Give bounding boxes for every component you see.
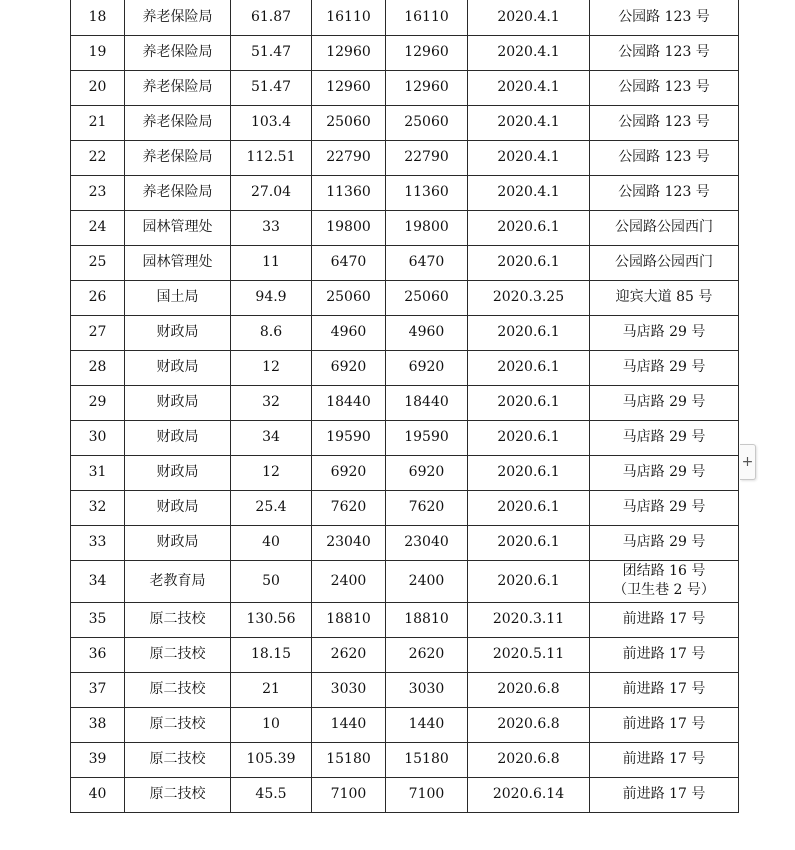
cell-area[interactable]: 40 xyxy=(231,525,312,560)
cell-no[interactable]: 22 xyxy=(71,140,125,175)
cell-unit[interactable]: 老教育局 xyxy=(125,560,231,602)
cell-price-1[interactable]: 11360 xyxy=(312,175,386,210)
cell-unit[interactable]: 园林管理处 xyxy=(125,210,231,245)
add-row-button[interactable] xyxy=(740,444,756,480)
cell-price-2[interactable]: 16110 xyxy=(386,0,468,35)
cell-area[interactable]: 94.9 xyxy=(231,280,312,315)
cell-address[interactable] xyxy=(590,315,739,350)
table-body xyxy=(71,0,739,812)
cell-unit[interactable]: 原二技校 xyxy=(125,637,231,672)
cell-unit[interactable]: 园林管理处 xyxy=(125,245,231,280)
cell-no[interactable]: 37 xyxy=(71,672,125,707)
cell-address[interactable] xyxy=(590,385,739,420)
cell-area[interactable]: 18.15 xyxy=(231,637,312,672)
cell-area[interactable]: 33 xyxy=(231,210,312,245)
cell-no[interactable]: 21 xyxy=(71,105,125,140)
cell-price-1[interactable]: 6920 xyxy=(312,455,386,490)
cell-area[interactable]: 27.04 xyxy=(231,175,312,210)
cell-address[interactable] xyxy=(590,0,739,35)
cell-area[interactable]: 34 xyxy=(231,420,312,455)
table-row xyxy=(71,602,739,637)
cell-address[interactable] xyxy=(590,35,739,70)
address-line: 公园路 123 号 xyxy=(618,149,710,165)
cell-price-2[interactable]: 6470 xyxy=(386,245,468,280)
address-line: 迎宾大道 85 号 xyxy=(615,289,713,305)
cell-unit[interactable]: 原二技校 xyxy=(125,777,231,812)
cell-date[interactable]: 2020.6.14 xyxy=(468,777,590,812)
table-row xyxy=(71,420,739,455)
cell-date[interactable]: 2020.5.11 xyxy=(468,637,590,672)
address-line: 马店路 29 号 xyxy=(622,429,706,445)
address-line: 前进路 17 号 xyxy=(622,751,706,767)
cell-no[interactable]: 18 xyxy=(71,0,125,35)
cell-price-1[interactable]: 7100 xyxy=(312,777,386,812)
cell-unit[interactable]: 财政局 xyxy=(125,455,231,490)
cell-price-2[interactable]: 25060 xyxy=(386,105,468,140)
cell-no[interactable]: 38 xyxy=(71,707,125,742)
table-row xyxy=(71,707,739,742)
cell-address[interactable] xyxy=(590,672,739,707)
cell-price-2[interactable]: 7100 xyxy=(386,777,468,812)
table-row xyxy=(71,175,739,210)
cell-no[interactable]: 19 xyxy=(71,35,125,70)
table-row xyxy=(71,742,739,777)
cell-price-2[interactable]: 6920 xyxy=(386,350,468,385)
cell-address[interactable] xyxy=(590,140,739,175)
cell-price-2[interactable]: 2400 xyxy=(386,560,468,602)
address-line: 马店路 29 号 xyxy=(622,394,706,410)
cell-date[interactable]: 2020.6.8 xyxy=(468,707,590,742)
cell-date[interactable]: 2020.6.1 xyxy=(468,560,590,602)
address-line: 公园路 123 号 xyxy=(618,79,710,95)
cell-address[interactable] xyxy=(590,105,739,140)
cell-date[interactable]: 2020.6.1 xyxy=(468,245,590,280)
cell-price-1[interactable]: 25060 xyxy=(312,105,386,140)
cell-date[interactable]: 2020.6.1 xyxy=(468,315,590,350)
cell-area[interactable]: 105.39 xyxy=(231,742,312,777)
table-row xyxy=(71,672,739,707)
address-line: 马店路 29 号 xyxy=(622,499,706,515)
cell-no[interactable]: 30 xyxy=(71,420,125,455)
cell-no[interactable]: 31 xyxy=(71,455,125,490)
table-row xyxy=(71,637,739,672)
address-line: 公园路公园西门 xyxy=(615,254,713,270)
cell-date[interactable]: 2020.6.8 xyxy=(468,742,590,777)
table-row xyxy=(71,280,739,315)
cell-price-1[interactable]: 19590 xyxy=(312,420,386,455)
table-row xyxy=(71,525,739,560)
cell-address[interactable] xyxy=(590,455,739,490)
cell-date[interactable]: 2020.6.1 xyxy=(468,350,590,385)
cell-date[interactable]: 2020.6.8 xyxy=(468,672,590,707)
cell-date[interactable]: 2020.6.1 xyxy=(468,490,590,525)
table-row xyxy=(71,385,739,420)
cell-unit[interactable]: 财政局 xyxy=(125,350,231,385)
cell-unit[interactable]: 财政局 xyxy=(125,315,231,350)
cell-address[interactable] xyxy=(590,175,739,210)
cell-no[interactable]: 32 xyxy=(71,490,125,525)
cell-price-1[interactable]: 16110 xyxy=(312,0,386,35)
cell-unit[interactable]: 养老保险局 xyxy=(125,35,231,70)
address-line: 团结路 16 号 xyxy=(622,563,706,579)
cell-no[interactable]: 23 xyxy=(71,175,125,210)
cell-date[interactable]: 2020.3.11 xyxy=(468,602,590,637)
cell-address[interactable] xyxy=(590,777,739,812)
cell-date[interactable]: 2020.6.1 xyxy=(468,455,590,490)
cell-unit[interactable]: 养老保险局 xyxy=(125,70,231,105)
cell-unit[interactable]: 养老保险局 xyxy=(125,175,231,210)
cell-price-2[interactable]: 18440 xyxy=(386,385,468,420)
cell-unit[interactable]: 养老保险局 xyxy=(125,0,231,35)
address-line: 公园路 123 号 xyxy=(618,114,710,130)
cell-unit[interactable]: 养老保险局 xyxy=(125,105,231,140)
cell-price-1[interactable]: 12960 xyxy=(312,35,386,70)
cell-address[interactable] xyxy=(590,707,739,742)
cell-address[interactable] xyxy=(590,70,739,105)
cell-unit[interactable]: 养老保险局 xyxy=(125,140,231,175)
table-row xyxy=(71,245,739,280)
cell-area[interactable]: 61.87 xyxy=(231,0,312,35)
cell-no[interactable]: 27 xyxy=(71,315,125,350)
rental-table xyxy=(70,0,739,813)
address-line: 前进路 17 号 xyxy=(622,681,706,697)
cell-date[interactable]: 2020.4.1 xyxy=(468,35,590,70)
cell-no[interactable]: 24 xyxy=(71,210,125,245)
cell-address[interactable] xyxy=(590,245,739,280)
cell-price-2[interactable]: 4960 xyxy=(386,315,468,350)
table-row xyxy=(71,350,739,385)
cell-address[interactable] xyxy=(590,602,739,637)
address-line: 前进路 17 号 xyxy=(622,786,706,802)
address-line: 前进路 17 号 xyxy=(622,646,706,662)
address-line: 公园路公园西门 xyxy=(615,219,713,235)
table-row xyxy=(71,70,739,105)
cell-date[interactable]: 2020.4.1 xyxy=(468,140,590,175)
cell-no[interactable]: 34 xyxy=(71,560,125,602)
table-row xyxy=(71,35,739,70)
cell-price-2[interactable]: 7620 xyxy=(386,490,468,525)
cell-unit[interactable]: 财政局 xyxy=(125,420,231,455)
cell-no[interactable]: 35 xyxy=(71,602,125,637)
cell-address[interactable] xyxy=(590,350,739,385)
cell-area[interactable]: 50 xyxy=(231,560,312,602)
table-row xyxy=(71,105,739,140)
cell-price-2[interactable]: 22790 xyxy=(386,140,468,175)
cell-unit[interactable]: 原二技校 xyxy=(125,602,231,637)
address-line: 公园路 123 号 xyxy=(618,184,710,200)
cell-address[interactable] xyxy=(590,210,739,245)
cell-price-1[interactable]: 7620 xyxy=(312,490,386,525)
address-line: 前进路 17 号 xyxy=(622,611,706,627)
cell-unit[interactable]: 国土局 xyxy=(125,280,231,315)
cell-area[interactable]: 12 xyxy=(231,455,312,490)
address-line: 马店路 29 号 xyxy=(622,534,706,550)
cell-date[interactable]: 2020.4.1 xyxy=(468,105,590,140)
cell-price-1[interactable]: 22790 xyxy=(312,140,386,175)
cell-address[interactable] xyxy=(590,525,739,560)
cell-price-1[interactable]: 15180 xyxy=(312,742,386,777)
cell-price-2[interactable]: 1440 xyxy=(386,707,468,742)
cell-area[interactable]: 45.5 xyxy=(231,777,312,812)
cell-area[interactable]: 8.6 xyxy=(231,315,312,350)
cell-unit[interactable]: 原二技校 xyxy=(125,742,231,777)
cell-price-2[interactable]: 19590 xyxy=(386,420,468,455)
cell-address[interactable] xyxy=(590,742,739,777)
plus-icon: + xyxy=(741,454,754,470)
cell-date[interactable]: 2020.6.1 xyxy=(468,420,590,455)
cell-unit[interactable]: 财政局 xyxy=(125,525,231,560)
table-row xyxy=(71,315,739,350)
cell-area[interactable]: 12 xyxy=(231,350,312,385)
cell-price-2[interactable]: 15180 xyxy=(386,742,468,777)
cell-price-1[interactable]: 25060 xyxy=(312,280,386,315)
address-line: 马店路 29 号 xyxy=(622,324,706,340)
cell-address[interactable] xyxy=(590,560,739,602)
address-line: （卫生巷 2 号） xyxy=(613,582,715,598)
cell-price-1[interactable]: 6470 xyxy=(312,245,386,280)
table-row xyxy=(71,210,739,245)
address-line: 公园路 123 号 xyxy=(618,8,710,25)
cell-unit[interactable]: 原二技校 xyxy=(125,707,231,742)
cell-price-2[interactable]: 23040 xyxy=(386,525,468,560)
address-line: 前进路 17 号 xyxy=(622,716,706,732)
cell-price-1[interactable]: 1440 xyxy=(312,707,386,742)
cell-price-2[interactable]: 12960 xyxy=(386,35,468,70)
cell-no[interactable]: 26 xyxy=(71,280,125,315)
cell-price-1[interactable]: 6920 xyxy=(312,350,386,385)
cell-area[interactable]: 112.51 xyxy=(231,140,312,175)
cell-date[interactable]: 2020.6.1 xyxy=(468,210,590,245)
table-row xyxy=(71,490,739,525)
cell-unit[interactable]: 财政局 xyxy=(125,490,231,525)
cell-price-1[interactable]: 18810 xyxy=(312,602,386,637)
cell-no[interactable]: 40 xyxy=(71,777,125,812)
cell-price-2[interactable]: 3030 xyxy=(386,672,468,707)
cell-no[interactable]: 33 xyxy=(71,525,125,560)
cell-address[interactable] xyxy=(590,280,739,315)
address-line: 公园路 123 号 xyxy=(618,44,710,60)
cell-no[interactable]: 28 xyxy=(71,350,125,385)
cell-unit[interactable]: 原二技校 xyxy=(125,672,231,707)
table-row xyxy=(71,777,739,812)
cell-price-1[interactable]: 2620 xyxy=(312,637,386,672)
cell-unit[interactable]: 财政局 xyxy=(125,385,231,420)
cell-area[interactable]: 130.56 xyxy=(231,602,312,637)
cell-no[interactable]: 25 xyxy=(71,245,125,280)
cell-area[interactable]: 32 xyxy=(231,385,312,420)
cell-area[interactable]: 103.4 xyxy=(231,105,312,140)
cell-price-1[interactable]: 2400 xyxy=(312,560,386,602)
cell-price-1[interactable]: 4960 xyxy=(312,315,386,350)
cell-date[interactable]: 2020.4.1 xyxy=(468,175,590,210)
cell-date[interactable]: 2020.6.1 xyxy=(468,525,590,560)
cell-area[interactable]: 11 xyxy=(231,245,312,280)
cell-price-2[interactable]: 18810 xyxy=(386,602,468,637)
cell-price-1[interactable]: 23040 xyxy=(312,525,386,560)
cell-address[interactable] xyxy=(590,420,739,455)
table-row xyxy=(71,560,739,602)
table-row xyxy=(71,0,739,35)
cell-address[interactable] xyxy=(590,490,739,525)
cell-price-2[interactable]: 12960 xyxy=(386,70,468,105)
table-row xyxy=(71,140,739,175)
cell-area[interactable]: 51.47 xyxy=(231,35,312,70)
address-line: 马店路 29 号 xyxy=(622,359,706,375)
address-line: 马店路 29 号 xyxy=(622,464,706,480)
cell-date[interactable]: 2020.4.1 xyxy=(468,0,590,35)
table-row xyxy=(71,455,739,490)
cell-price-1[interactable]: 18440 xyxy=(312,385,386,420)
cell-no[interactable]: 39 xyxy=(71,742,125,777)
cell-address[interactable] xyxy=(590,637,739,672)
cell-area[interactable]: 25.4 xyxy=(231,490,312,525)
cell-price-1[interactable]: 3030 xyxy=(312,672,386,707)
cell-no[interactable]: 20 xyxy=(71,70,125,105)
cell-date[interactable]: 2020.6.1 xyxy=(468,385,590,420)
cell-area[interactable]: 51.47 xyxy=(231,70,312,105)
cell-price-2[interactable]: 25060 xyxy=(386,280,468,315)
cell-no[interactable]: 36 xyxy=(71,637,125,672)
cell-date[interactable]: 2020.4.1 xyxy=(468,70,590,105)
cell-no[interactable]: 29 xyxy=(71,385,125,420)
cell-price-2[interactable]: 6920 xyxy=(386,455,468,490)
cell-price-1[interactable]: 12960 xyxy=(312,70,386,105)
cell-area[interactable]: 10 xyxy=(231,707,312,742)
cell-price-2[interactable]: 2620 xyxy=(386,637,468,672)
cell-date[interactable]: 2020.3.25 xyxy=(468,280,590,315)
cell-area[interactable]: 21 xyxy=(231,672,312,707)
cell-price-1[interactable]: 19800 xyxy=(312,210,386,245)
cell-price-2[interactable]: 11360 xyxy=(386,175,468,210)
cell-price-2[interactable]: 19800 xyxy=(386,210,468,245)
